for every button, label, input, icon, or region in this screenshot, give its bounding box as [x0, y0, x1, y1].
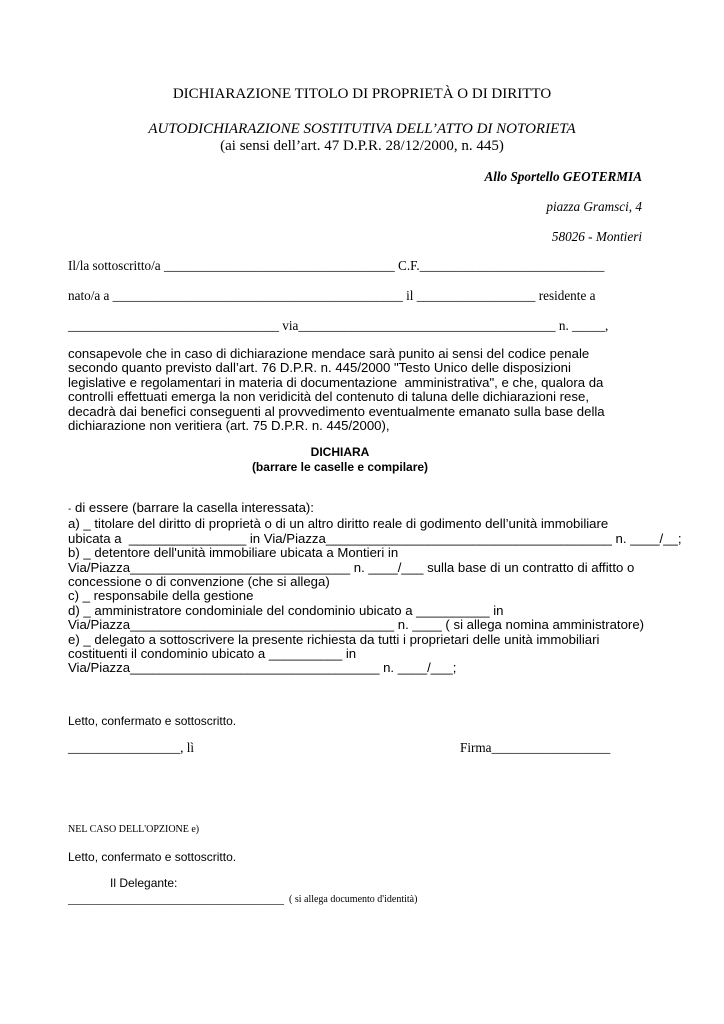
- option-line: b) _ detentore dell'unità immobiliare ubicata a Montieri in: [68, 545, 399, 561]
- awareness-line: legislative e regolamentari in materia di documentazione amministrativa", e che, qualora da: [68, 374, 604, 390]
- recipient-name: Allo Sportello GEOTERMIA: [484, 169, 642, 184]
- awareness-line: decadrà dai benefici conseguenti al provvedimento eventualmente emanato sulla base della: [68, 403, 605, 419]
- option-line: d) _ amministratore condominiale del condominio ubicato a __________ in: [68, 602, 504, 618]
- option-line: a) _ titolare del diritto di proprietà o di un altro diritto reale di godimento dell’unità immobiliare: [68, 516, 609, 532]
- options-intro: [68, 501, 668, 517]
- option-line: Via/Piazza______________________________ n. ____/___ sulla base di un contratto di affitto o: [68, 559, 635, 575]
- option-line: Via/Piazza____________________________________ n. ____ ( si allega nomina amministratore): [68, 617, 645, 633]
- options-intro-text: di essere (barrare la casella interessata):: [71, 500, 314, 515]
- confirmation-text: Letto, confermato e sottoscritto.: [68, 714, 237, 728]
- field-line-name-cf: Il/la sottoscritto/a ___________________________________ C.F.____________________________: [68, 258, 605, 273]
- awareness-line: dichiarazione non veritiera (art. 75 D.P.R. n. 445/2000),: [68, 418, 390, 434]
- field-line-address: ________________________________ via_______________________________________ n. _____,: [68, 318, 609, 333]
- option-line: ubicata a ________________ in Via/Piazza_______________________________________ n. ____/__;: [68, 530, 682, 546]
- legal-reference: (ai sensi dell’art. 47 D.P.R. 28/12/2000, n. 445): [220, 138, 504, 154]
- delegate-label: Il Delegante:: [110, 876, 178, 890]
- bullet-dash: -: [68, 504, 72, 515]
- option-line: Via/Piazza__________________________________ n. ____/___;: [68, 660, 457, 676]
- signature-line: Firma__________________: [460, 740, 611, 755]
- awareness-line: secondo quanto previsto dall’art. 76 D.P.R. n. 445/2000 "Testo Unico delle disposizioni: [68, 360, 571, 376]
- delegate-id-note: ( si allega documento d'identità): [289, 894, 418, 905]
- place-date-line: _________________, lì: [68, 740, 195, 755]
- option-line: e) _ delegato a sottoscrivere la presente richiesta da tutti i proprietari delle unità immobiliari: [68, 631, 600, 647]
- declares-heading: DICHIARA: [310, 445, 370, 459]
- awareness-paragraph: [68, 347, 668, 433]
- option-line: c) _ responsabile della gestione: [68, 588, 254, 604]
- document-subtitle: AUTODICHIARAZIONE SOSTITUTIVA DELL’ATTO DI NOTORIETA: [148, 121, 576, 137]
- declares-subheading: (barrare le caselle e compilare): [251, 460, 429, 474]
- option-line: concessione o di convenzione (che si allega): [68, 574, 330, 590]
- confirmation-text-delegate: Letto, confermato e sottoscritto.: [68, 850, 237, 864]
- option-e-note: NEL CASO DELL'OPZIONE e): [68, 824, 200, 835]
- option-line: costituenti il condominio ubicato a __________ in: [68, 646, 357, 662]
- document-title: DICHIARAZIONE TITOLO DI PROPRIETÀ O DI DIRITTO: [172, 86, 552, 102]
- awareness-line: consapevole che in caso di dichiarazione mendace sarà punito ai sensi del codice penale: [68, 346, 590, 361]
- declaration-options: [68, 500, 682, 676]
- recipient-street: piazza Gramsci, 4: [546, 199, 642, 214]
- awareness-line: controlli effettuati emerga la non veridicità del contenuto di taluna delle dichiarazioni rese,: [68, 389, 589, 405]
- field-line-birth: nato/a a ____________________________________________ il __________________ residente a: [68, 288, 596, 303]
- recipient-city: 58026 - Montieri: [551, 229, 642, 244]
- delegate-signature-line: ____________________________________: [68, 892, 284, 906]
